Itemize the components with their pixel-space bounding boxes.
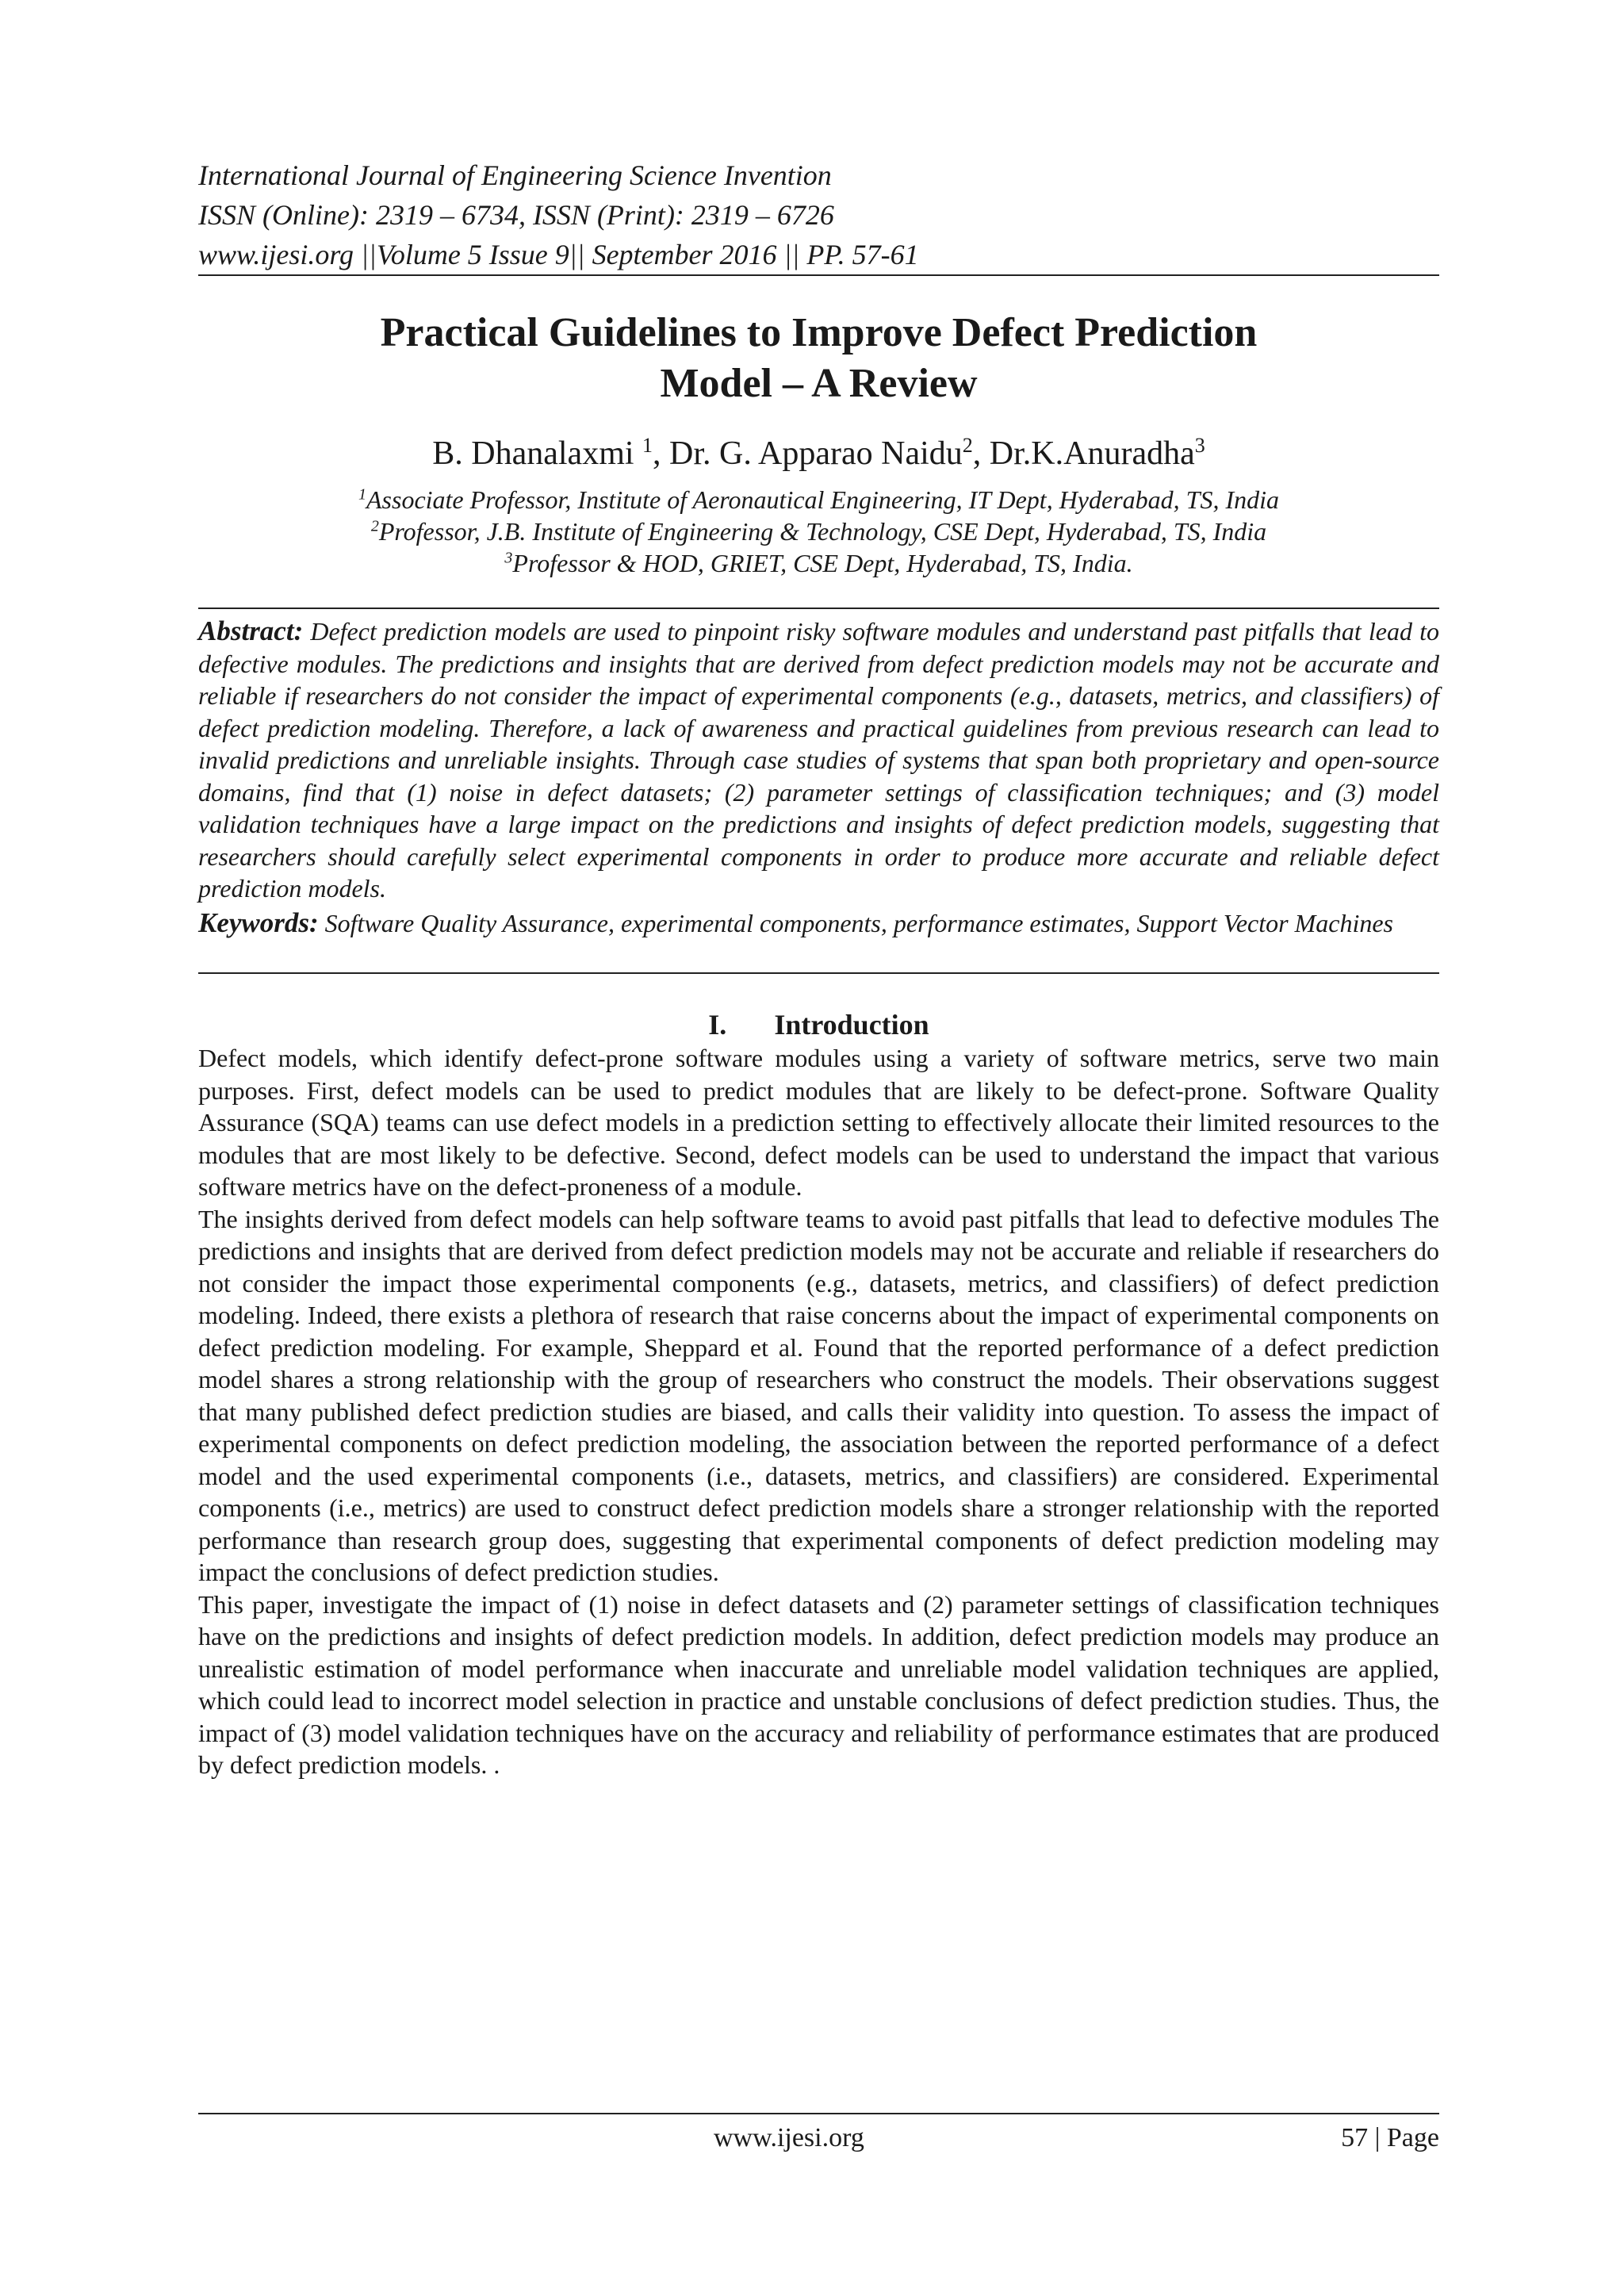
abstract-block bbox=[198, 615, 1439, 905]
paper-title-line-1: Practical Guidelines to Improve Defect Prediction bbox=[380, 310, 1258, 355]
abstract-bottom-divider bbox=[198, 972, 1439, 974]
journal-header bbox=[198, 155, 1439, 274]
affiliation-text: Professor & HOD, GRIET, CSE Dept, Hyderabad, TS, India. bbox=[512, 549, 1133, 577]
affiliation bbox=[198, 547, 1439, 579]
author-name: Dr. G. Apparao Naidu bbox=[669, 435, 963, 472]
keywords-label: Keywords: bbox=[198, 907, 319, 938]
keywords-text: Software Quality Assurance, experimental components, performance estimates, Support Vector Machines bbox=[318, 909, 1393, 937]
affiliation bbox=[198, 516, 1439, 547]
body-paragraph: This paper, investigate the impact of (1) noise in defect datasets and (2) parameter settings of classification techniques have on the predictions and insights of defect prediction models. In addition, defect prediction models may produce an unrealistic estimation of model performance when inaccurate and unreliable model validation techniques are applied, which could lead to incorrect model selection in practice and unstable conclusions of defect prediction studies. Thus, the impact of (3) model validation techniques have on the accuracy and reliability of performance estimates that are produced by defect prediction models. . bbox=[198, 1589, 1439, 1779]
abstract-label: Abstract: bbox=[198, 615, 304, 646]
footer-page-number: 57 | Page bbox=[1341, 2123, 1439, 2152]
author-affiliation-mark: 3 bbox=[1194, 434, 1205, 457]
section-title: Introduction bbox=[774, 1009, 929, 1041]
author-separator: , bbox=[972, 435, 990, 472]
author-separator: , bbox=[653, 435, 670, 472]
affiliation bbox=[198, 484, 1439, 516]
author-list bbox=[198, 433, 1439, 474]
header-divider bbox=[198, 274, 1439, 276]
affiliation-mark: 2 bbox=[370, 517, 379, 535]
section-heading bbox=[198, 1007, 1439, 1042]
footer-url: www.ijesi.org bbox=[714, 2123, 864, 2152]
section-body bbox=[198, 1042, 1439, 1781]
body-paragraph: Defect models, which identify defect-prone software modules using a variety of software metrics, serve two main purposes. First, defect models can be used to predict modules that are likely to be defect-prone. Software Quality Assurance (SQA) teams can use defect models in a prediction setting to effectively allocate their limited resources to the modules that are most likely to be defective. Second, defect models can be used to understand the impact that various software metrics have on the defect-proneness of a module. bbox=[198, 1044, 1439, 1201]
affiliation-text: Professor, J.B. Institute of Engineering & Technology, CSE Dept, Hyderabad, TS, India bbox=[378, 517, 1267, 546]
journal-issue-info: www.ijesi.org ||Volume 5 Issue 9|| September 2016 || PP. 57-61 bbox=[198, 239, 919, 270]
author-name: Dr.K.Anuradha bbox=[989, 435, 1195, 472]
affiliation-text: Associate Professor, Institute of Aeronautical Engineering, IT Dept, Hyderabad, TS, India bbox=[366, 485, 1279, 514]
affiliation-list bbox=[198, 484, 1439, 579]
keywords-block bbox=[198, 907, 1439, 939]
author-affiliation-mark: 2 bbox=[962, 434, 973, 457]
paper-title-line-2: Model – A Review bbox=[660, 361, 978, 406]
author-affiliation-mark: 1 bbox=[642, 434, 653, 457]
section-number: I. bbox=[708, 1009, 727, 1041]
abstract-top-divider bbox=[198, 608, 1439, 609]
abstract-text: Defect prediction models are used to pinpoint risky software modules and understand past pitfalls that lead to defective modules. The predictions and insights that are derived from defect prediction models may not be accurate and reliable if researchers do not consider the impact of experimental components (e.g., datasets, metrics, and classifiers) of defect prediction modeling. Therefore, a lack of awareness and practical guidelines from previous research can lead to invalid predictions and unreliable insights. Through case studies of systems that span both proprietary and open-source domains, find that (1) noise in defect datasets; (2) parameter settings of classification techniques; and (3) model validation techniques have a large impact on the predictions and insights of defect prediction models, suggesting that researchers should carefully select experimental components in order to produce more accurate and reliable defect prediction models. bbox=[198, 617, 1439, 903]
journal-issn: ISSN (Online): 2319 – 6734, ISSN (Print): 2319 – 6726 bbox=[198, 199, 834, 231]
paper-title bbox=[198, 308, 1439, 409]
affiliation-mark: 3 bbox=[504, 549, 513, 567]
body-paragraph: The insights derived from defect models can help software teams to avoid past pitfalls that lead to defective modules The predictions and insights that are derived from defect prediction models may not be accurate and reliable if researchers do not consider the impact those experimental components (e.g., datasets, metrics, and classifiers) of defect prediction modeling. Indeed, there exists a plethora of research that raise concerns about the impact of experimental components on defect prediction modeling. For example, Sheppard et al. Found that the reported performance of a defect prediction model shares a strong relationship with the group of researchers who construct the models. Their observations suggest that many published defect prediction studies are biased, and calls their validity into question. To assess the impact of experimental components on defect prediction modeling, the association between the reported performance of a defect model and the used experimental components (i.e., datasets, metrics, and classifiers) are considered. Experimental components (i.e., metrics) are used to construct defect prediction models share a stronger relationship with the reported performance than research group does, suggesting that experimental components of defect prediction modeling may impact the conclusions of defect prediction studies. bbox=[198, 1204, 1439, 1586]
journal-name: International Journal of Engineering Science Invention bbox=[198, 159, 832, 191]
author-name: B. Dhanalaxmi bbox=[432, 435, 643, 472]
affiliation-mark: 1 bbox=[358, 485, 366, 504]
footer-divider bbox=[198, 2113, 1439, 2114]
